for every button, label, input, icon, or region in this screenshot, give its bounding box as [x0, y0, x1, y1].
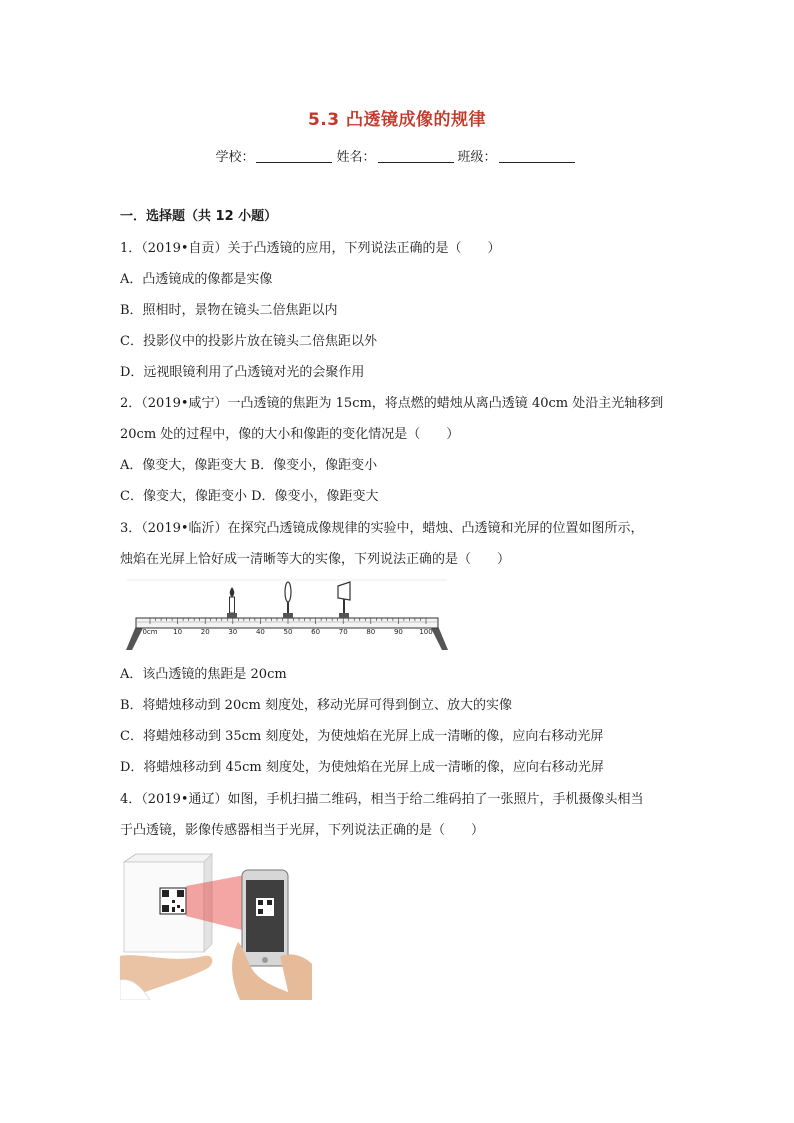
left-leg	[126, 626, 144, 650]
question-1-option-c: C．投影仪中的投影片放在镜头二倍焦距以外	[120, 334, 377, 349]
question-2-stem-line-2: 20cm 处的过程中，像的大小和像距的变化情况是（ ）	[120, 427, 460, 442]
light-screen	[338, 582, 350, 618]
question-1-option-d: D．远视眼镜利用了凸透镜对光的会聚作用	[120, 365, 365, 380]
question-2-options-ab: A．像变大，像距变大 B．像变小，像距变小	[120, 458, 378, 473]
question-3-option-c: C．将蜡烛移动到 35cm 刻度处，为使烛焰在光屏上成一清晰的像，应向右移动光屏	[120, 729, 604, 744]
scale-label: 80	[366, 628, 376, 636]
question-3-option-d: D．将蜡烛移动到 45cm 刻度处，为使烛焰在光屏上成一清晰的像，应向右移动光屏	[120, 760, 604, 775]
scale-label: 40	[255, 628, 265, 636]
scale-label: 100	[419, 628, 433, 636]
scale-label: 0cm	[142, 628, 158, 636]
school-blank	[256, 162, 332, 163]
qr-code-icon	[160, 888, 186, 914]
question-3-option-b: B．将蜡烛移动到 20cm 刻度处，移动光屏可得到倒立、放大的实像	[120, 698, 512, 713]
class-blank	[499, 162, 575, 163]
right-leg	[430, 626, 448, 650]
question-3-stem-line-1: 3．（2019•临沂）在探究凸透镜成像规律的实验中，蜡烛、凸透镜和光屏的位置如图所示，	[120, 521, 644, 536]
question-2-stem-line-1: 2．（2019•咸宁）一凸透镜的焦距为 15cm，将点燃的蜡烛从离凸透镜 40cm 处沿主光轴移到	[120, 396, 664, 411]
question-2-options-cd: C．像变大，像距变小 D．像变小，像距变大	[120, 489, 379, 504]
scale-label: 50	[283, 628, 293, 636]
scale-label: 30	[228, 628, 238, 636]
name-label: 姓名：	[336, 150, 376, 165]
scale-labels	[142, 628, 432, 636]
scale-label: 70	[338, 628, 348, 636]
section-heading: 一．选择题（共 12 小题）	[120, 209, 278, 224]
question-1-stem: 1．（2019•自贡）关于凸透镜的应用，下列说法正确的是（ ）	[120, 241, 501, 256]
question-4-stem-line-1: 4．（2019•通辽）如图，手机扫描二维码，相当于给二维码拍了一张照片，手机摄像头相当	[120, 792, 644, 807]
school-label: 学校：	[215, 150, 255, 165]
question-4-stem-line-2: 于凸透镜，影像传感器相当于光屏，下列说法正确的是（ ）	[120, 823, 485, 838]
name-blank	[378, 162, 454, 163]
question-3-option-a: A．该凸透镜的焦距是 20cm	[120, 667, 287, 682]
scale-label: 60	[311, 628, 321, 636]
scale-label: 90	[393, 628, 403, 636]
scale-label: 10	[173, 628, 183, 636]
scale-label: 20	[200, 628, 210, 636]
question-1-option-b: B．照相时，景物在镜头二倍焦距以内	[120, 303, 338, 318]
page-title: 5.3 凸透镜成像的规律	[307, 110, 487, 130]
candle	[227, 587, 237, 618]
convex-lens	[283, 582, 293, 618]
question-3-stem-line-2: 烛焰在光屏上恰好成一清晰等大的实像，下列说法正确的是（ ）	[120, 552, 511, 567]
optical-bench-figure	[122, 578, 452, 652]
question-1-option-a: A．凸透镜成的像都是实像	[120, 272, 273, 287]
student-info-row	[0, 146, 794, 165]
class-label: 班级：	[457, 150, 497, 165]
phone-scan-qr-figure	[120, 852, 312, 1000]
